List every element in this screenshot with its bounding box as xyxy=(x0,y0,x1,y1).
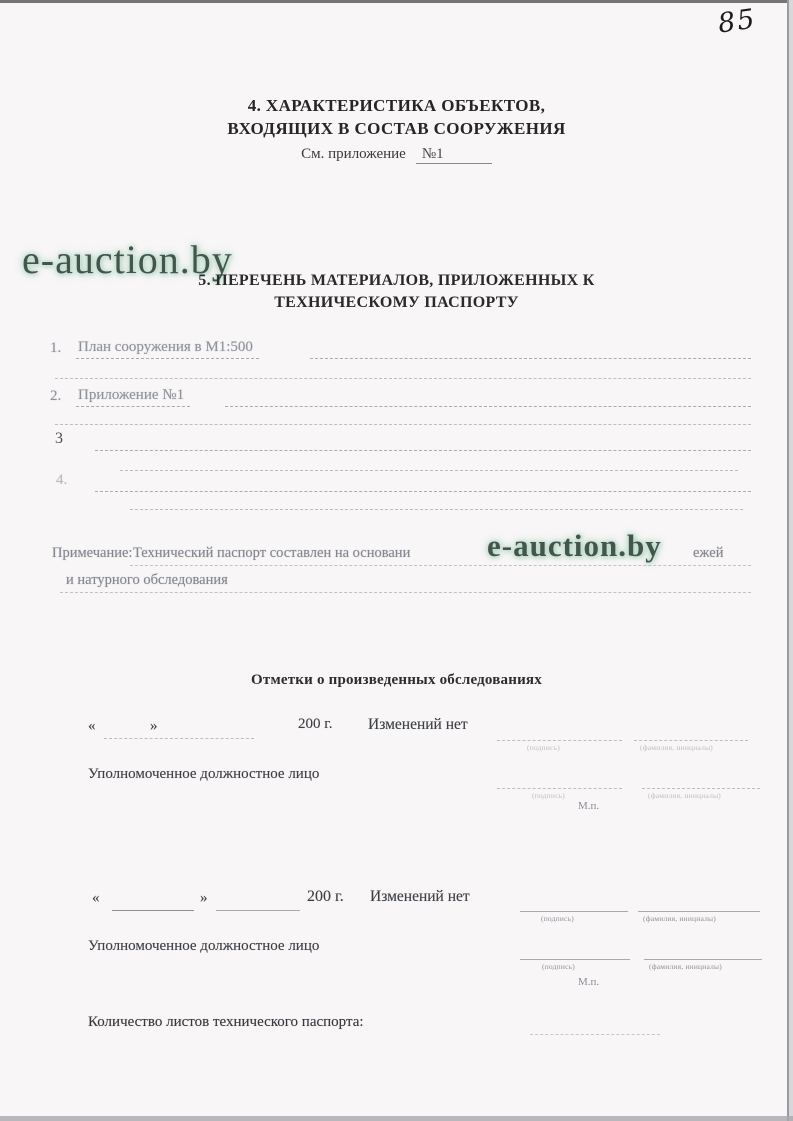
name-line xyxy=(644,959,762,960)
list-item-1-number: 1. xyxy=(50,340,62,356)
scan-edge-top xyxy=(0,0,793,3)
date-quote-open: « xyxy=(92,890,100,906)
list-item-4-number: 4. xyxy=(56,472,68,488)
name-line xyxy=(642,788,760,789)
scan-edge-right-outer xyxy=(789,0,793,1121)
watermark-e-auction: e-auction.by xyxy=(487,528,662,563)
list-item-2-text: Приложение №1 xyxy=(76,387,190,407)
note-ruling-2 xyxy=(60,592,751,593)
section5-title-line1: 5. ПЕРЕЧЕНЬ МАТЕРИАЛОВ, ПРИЛОЖЕННЫХ К xyxy=(198,272,595,289)
see-appendix-line xyxy=(0,146,793,164)
see-appendix-label: См. приложение xyxy=(301,146,406,162)
signature-line xyxy=(520,959,630,960)
signature-caption: (подпись) xyxy=(542,962,575,971)
list-item-1-ruling xyxy=(310,358,751,359)
date-quote-open: « xyxy=(88,718,96,734)
name-line xyxy=(634,740,748,741)
signature-caption: (подпись) xyxy=(532,791,565,800)
name-caption: (фамилия, инициалы) xyxy=(643,914,716,923)
official-label: Уполномоченное должностное лицо xyxy=(88,938,320,954)
date-blank-line xyxy=(104,738,254,739)
note-ruling-1 xyxy=(130,565,751,566)
no-changes-label: Изменений нет xyxy=(368,716,468,733)
seal-placeholder: М.п. xyxy=(578,800,600,812)
note-text-before-watermark: Технический паспорт составлен на основани xyxy=(133,545,411,561)
note-line2: и натурного обследования xyxy=(66,572,228,588)
no-changes-label: Изменений нет xyxy=(370,888,470,905)
list-item-2-ruling xyxy=(225,406,751,407)
list-ruling-line xyxy=(55,378,751,379)
watermark-e-auction: e-auction.by xyxy=(22,237,233,282)
inspections-title: Отметки о произведенных обследованиях xyxy=(251,672,542,688)
list-item-2-number: 2. xyxy=(50,388,62,404)
note-label: Примечание: xyxy=(52,545,133,561)
scan-edge-bottom xyxy=(0,1116,793,1121)
name-caption: (фамилия, инициалы) xyxy=(648,791,721,800)
name-line xyxy=(638,911,760,912)
list-ruling-line xyxy=(120,470,738,471)
see-appendix-value: №1 xyxy=(416,146,492,164)
sheets-count-blank-line xyxy=(530,1034,660,1035)
signature-line xyxy=(497,740,622,741)
list-item-3-number: 3 xyxy=(55,430,63,447)
note-text-after-watermark: ежей xyxy=(693,545,724,561)
list-item-1-text: План сооружения в М1:500 xyxy=(76,339,259,359)
year-label: 200 г. xyxy=(298,716,333,732)
name-caption: (фамилия, инициалы) xyxy=(640,743,713,752)
signature-line xyxy=(497,788,622,789)
signature-line xyxy=(520,911,628,912)
scan-edge-right xyxy=(787,0,789,1121)
section5-title-line2: ТЕХНИЧЕСКОМУ ПАСПОРТУ xyxy=(274,294,519,311)
seal-placeholder: М.п. xyxy=(578,976,600,988)
date-blank-line xyxy=(216,910,300,911)
year-label: 200 г. xyxy=(307,888,344,905)
signature-caption: (подпись) xyxy=(527,743,560,752)
list-ruling-line xyxy=(55,424,751,425)
list-item-4-ruling xyxy=(95,491,751,492)
list-ruling-line xyxy=(130,509,743,510)
handwritten-page-number: 85 xyxy=(716,3,759,40)
name-caption: (фамилия, инициалы) xyxy=(649,962,722,971)
section4-title-line2: ВХОДЯЩИХ В СОСТАВ СООРУЖЕНИЯ xyxy=(227,119,566,138)
date-blank-line xyxy=(112,910,194,911)
list-item-3-ruling xyxy=(95,450,751,451)
official-label: Уполномоченное должностное лицо xyxy=(88,766,320,782)
date-quote-close: » xyxy=(150,718,158,734)
sheets-count-label: Количество листов технического паспорта: xyxy=(88,1014,364,1030)
signature-caption: (подпись) xyxy=(541,914,574,923)
date-quote-close: » xyxy=(200,890,208,906)
section4-title-line1: 4. ХАРАКТЕРИСТИКА ОБЪЕКТОВ, xyxy=(247,96,546,115)
